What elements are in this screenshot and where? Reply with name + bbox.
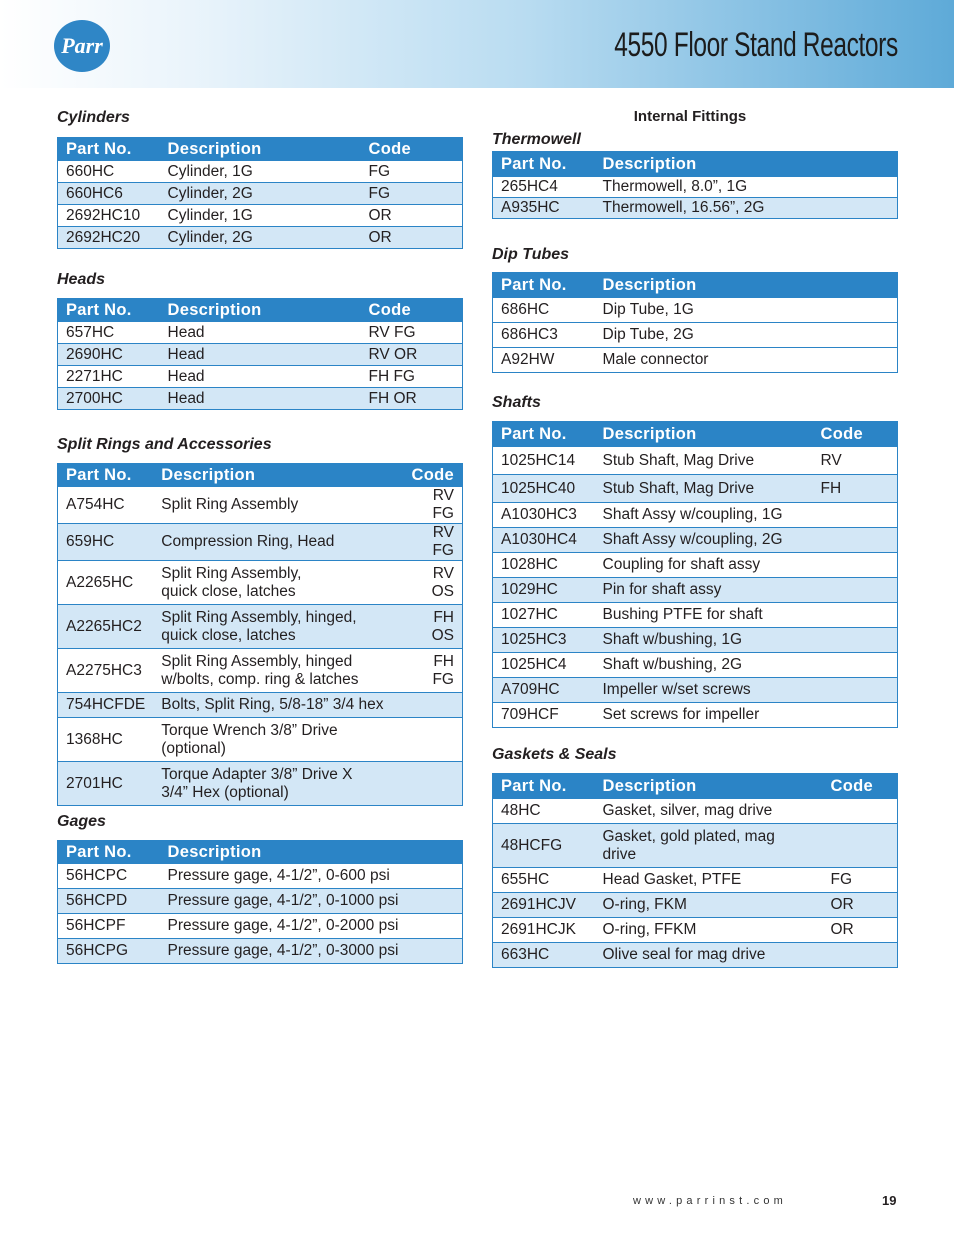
table-row — [58, 388, 463, 410]
part-number-cell: 655HC — [493, 868, 595, 893]
description-cell: Dip Tube, 1G — [595, 298, 898, 323]
table-row — [58, 205, 463, 227]
col-header: Part No. — [58, 299, 160, 322]
table-row — [493, 943, 898, 968]
part-number-cell: 1025HC3 — [493, 628, 595, 653]
dip-tubes-table — [492, 272, 898, 373]
col-header: Code — [813, 422, 898, 447]
description-cell: Stub Shaft, Mag Drive — [595, 447, 813, 475]
part-number-cell: A754HC — [58, 487, 154, 524]
description-cell: Shaft w/bushing, 2G — [595, 653, 813, 678]
thermowell-section — [492, 129, 898, 219]
part-number-cell: 686HC3 — [493, 323, 595, 348]
shafts-table — [492, 421, 898, 728]
table-row — [58, 183, 463, 205]
table-row — [493, 918, 898, 943]
col-header: Description — [595, 774, 823, 799]
table-row — [493, 893, 898, 918]
col-header: Description — [153, 464, 401, 487]
description-cell: Cylinder, 1G — [160, 205, 361, 227]
description-cell: Cylinder, 1G — [160, 161, 361, 183]
code-cell — [401, 762, 462, 806]
code-cell — [813, 578, 898, 603]
code-cell: FH OR — [361, 388, 463, 410]
description-cell: Pressure gage, 4-1/2”, 0-3000 psi — [160, 939, 463, 964]
table-row — [58, 914, 463, 939]
code-cell — [813, 678, 898, 703]
table-row — [493, 528, 898, 553]
table-row — [58, 227, 463, 249]
internal-fittings-title: Internal Fittings — [633, 108, 747, 125]
table-row — [58, 524, 463, 561]
table-header-row — [58, 299, 463, 322]
col-header: Description — [595, 422, 813, 447]
table-row — [58, 889, 463, 914]
split-rings-section — [57, 434, 463, 806]
gages-table — [57, 840, 463, 964]
table-row — [493, 603, 898, 628]
part-number-cell: A935HC — [493, 198, 595, 219]
table-header-row — [493, 273, 898, 298]
description-cell: Head Gasket, PTFE — [595, 868, 823, 893]
table-row — [58, 366, 463, 388]
code-cell — [813, 528, 898, 553]
part-number-cell: 2271HC — [58, 366, 160, 388]
part-number-cell: 56HCPD — [58, 889, 160, 914]
part-number-cell: 2690HC — [58, 344, 160, 366]
part-number-cell: A2275HC3 — [58, 649, 154, 693]
section-title: Shafts — [492, 394, 541, 411]
section-title: Cylinders — [57, 109, 130, 126]
part-number-cell: 56HCPG — [58, 939, 160, 964]
description-cell: Head — [160, 388, 361, 410]
part-number-cell: A709HC — [493, 678, 595, 703]
part-number-cell: 265HC4 — [493, 177, 595, 198]
description-cell: Thermowell, 16.56”, 2G — [595, 198, 898, 219]
col-header: Description — [160, 299, 361, 322]
code-cell: FH FG — [361, 366, 463, 388]
section-title: Dip Tubes — [492, 246, 570, 263]
table-row — [493, 553, 898, 578]
description-cell: Bushing PTFE for shaft — [595, 603, 813, 628]
description-cell: O-ring, FFKM — [595, 918, 823, 943]
description-cell: Pressure gage, 4-1/2”, 0-2000 psi — [160, 914, 463, 939]
description-cell: Split Ring Assembly — [153, 487, 401, 524]
part-number-cell: A1030HC3 — [493, 503, 595, 528]
table-row — [58, 561, 463, 605]
table-row — [493, 447, 898, 475]
part-number-cell: 660HC6 — [58, 183, 160, 205]
thermowell-table — [492, 151, 898, 219]
description-cell: Gasket, silver, mag drive — [595, 799, 823, 824]
code-cell: RV OR — [361, 344, 463, 366]
code-cell: OR — [361, 205, 463, 227]
dip-tubes-section — [492, 244, 898, 373]
part-number-cell: 48HC — [493, 799, 595, 824]
part-number-cell: A2265HC — [58, 561, 154, 605]
code-cell — [401, 718, 462, 762]
col-header: Part No. — [58, 464, 154, 487]
description-cell: Olive seal for mag drive — [595, 943, 823, 968]
col-header: Code — [361, 299, 463, 322]
code-cell — [823, 943, 898, 968]
part-number-cell: 660HC — [58, 161, 160, 183]
code-cell — [813, 503, 898, 528]
code-cell: RV FG — [401, 487, 462, 524]
table-row — [58, 762, 463, 806]
table-row — [493, 323, 898, 348]
shafts-section — [492, 392, 898, 728]
table-row — [58, 322, 463, 344]
col-header: Part No. — [493, 774, 595, 799]
col-header: Part No. — [58, 138, 160, 161]
description-cell: Bolts, Split Ring, 5/8-18” 3/4 hex — [153, 693, 401, 718]
description-cell: Head — [160, 366, 361, 388]
table-row — [493, 824, 898, 868]
part-number-cell: 686HC — [493, 298, 595, 323]
part-number-cell: 2692HC20 — [58, 227, 160, 249]
description-cell: Shaft Assy w/coupling, 1G — [595, 503, 813, 528]
part-number-cell: 754HCFDE — [58, 693, 154, 718]
description-cell: Compression Ring, Head — [153, 524, 401, 561]
code-cell — [823, 799, 898, 824]
table-row — [58, 939, 463, 964]
table-header-row — [493, 152, 898, 177]
code-cell — [823, 824, 898, 868]
part-number-cell: 2692HC10 — [58, 205, 160, 227]
code-cell: FH FG — [401, 649, 462, 693]
gages-section — [57, 811, 463, 964]
table-header-row — [58, 138, 463, 161]
part-number-cell: 1025HC40 — [493, 475, 595, 503]
table-header-row — [493, 774, 898, 799]
col-header: Part No. — [58, 841, 160, 864]
part-number-cell: 1025HC4 — [493, 653, 595, 678]
description-cell: Torque Adapter 3/8” Drive X 3/4” Hex (optional) — [153, 762, 401, 806]
table-row — [493, 678, 898, 703]
code-cell — [813, 603, 898, 628]
section-title: Heads — [57, 271, 106, 288]
description-cell: Gasket, gold plated, mag drive — [595, 824, 823, 868]
page-number: 19 — [882, 1193, 897, 1208]
code-cell: FG — [361, 183, 463, 205]
gaskets-table — [492, 773, 898, 968]
table-header-row — [58, 464, 463, 487]
table-row — [493, 298, 898, 323]
table-row — [493, 348, 898, 373]
col-header: Part No. — [493, 422, 595, 447]
code-cell: RV FG — [401, 524, 462, 561]
part-number-cell: A92HW — [493, 348, 595, 373]
part-number-cell: 709HCF — [493, 703, 595, 728]
internal-fittings-heading — [492, 108, 898, 125]
table-row — [58, 718, 463, 762]
table-row — [58, 161, 463, 183]
description-cell: Split Ring Assembly, hinged, quick close, latches — [153, 605, 401, 649]
description-cell: Cylinder, 2G — [160, 183, 361, 205]
table-row — [493, 653, 898, 678]
table-header-row — [58, 841, 463, 864]
logo-text: Parr — [61, 33, 103, 58]
col-header: Code — [401, 464, 462, 487]
code-cell: OR — [823, 918, 898, 943]
part-number-cell: 56HCPF — [58, 914, 160, 939]
description-cell: Thermowell, 8.0”, 1G — [595, 177, 898, 198]
code-cell: FG — [823, 868, 898, 893]
col-header: Description — [595, 152, 898, 177]
col-header: Part No. — [493, 152, 595, 177]
col-header: Code — [823, 774, 898, 799]
table-row — [58, 649, 463, 693]
description-cell: Shaft w/bushing, 1G — [595, 628, 813, 653]
part-number-cell: 663HC — [493, 943, 595, 968]
description-cell: O-ring, FKM — [595, 893, 823, 918]
code-cell — [813, 628, 898, 653]
table-row — [493, 198, 898, 219]
description-cell: Head — [160, 344, 361, 366]
table-row — [493, 628, 898, 653]
table-row — [493, 475, 898, 503]
table-row — [493, 703, 898, 728]
description-cell: Split Ring Assembly, hinged w/bolts, comp. ring & latches — [153, 649, 401, 693]
description-cell: Pin for shaft assy — [595, 578, 813, 603]
code-cell — [401, 693, 462, 718]
description-cell: Stub Shaft, Mag Drive — [595, 475, 813, 503]
table-row — [58, 487, 463, 524]
section-title: Thermowell — [492, 131, 581, 148]
split-rings-table — [57, 463, 463, 806]
part-number-cell: 1027HC — [493, 603, 595, 628]
col-header: Description — [160, 138, 361, 161]
table-row — [493, 503, 898, 528]
col-header: Description — [595, 273, 898, 298]
description-cell: Coupling for shaft assy — [595, 553, 813, 578]
table-row — [58, 344, 463, 366]
part-number-cell: A1030HC4 — [493, 528, 595, 553]
part-number-cell: 2700HC — [58, 388, 160, 410]
description-cell: Pressure gage, 4-1/2”, 0-600 psi — [160, 864, 463, 889]
part-number-cell: 1025HC14 — [493, 447, 595, 475]
description-cell: Impeller w/set screws — [595, 678, 813, 703]
table-row — [493, 177, 898, 198]
part-number-cell: 56HCPC — [58, 864, 160, 889]
col-header: Code — [361, 138, 463, 161]
code-cell: OR — [823, 893, 898, 918]
code-cell: RV FG — [361, 322, 463, 344]
table-row — [58, 864, 463, 889]
part-number-cell: 659HC — [58, 524, 154, 561]
section-title: Gaskets & Seals — [492, 746, 617, 763]
part-number-cell: 2691HCJV — [493, 893, 595, 918]
cylinders-table — [57, 137, 463, 249]
page-title: 4550 Floor Stand Reactors — [614, 26, 898, 64]
footer-url: www.parrinst.com — [633, 1195, 787, 1207]
code-cell: OR — [361, 227, 463, 249]
table-row — [493, 868, 898, 893]
code-cell: RV — [813, 447, 898, 475]
table-row — [58, 693, 463, 718]
description-cell: Male connector — [595, 348, 898, 373]
part-number-cell: 657HC — [58, 322, 160, 344]
description-cell: Cylinder, 2G — [160, 227, 361, 249]
table-header-row — [493, 422, 898, 447]
part-number-cell: 1028HC — [493, 553, 595, 578]
description-cell: Set screws for impeller — [595, 703, 813, 728]
parr-logo — [54, 20, 110, 72]
part-number-cell: 1029HC — [493, 578, 595, 603]
gaskets-section — [492, 744, 898, 968]
description-cell: Split Ring Assembly, quick close, latches — [153, 561, 401, 605]
section-title: Split Rings and Accessories — [57, 436, 272, 453]
table-row — [58, 605, 463, 649]
description-cell: Shaft Assy w/coupling, 2G — [595, 528, 813, 553]
table-row — [493, 578, 898, 603]
heads-section — [57, 269, 463, 410]
code-cell: FH OS — [401, 605, 462, 649]
description-cell: Torque Wrench 3/8” Drive (optional) — [153, 718, 401, 762]
table-row — [493, 799, 898, 824]
code-cell — [813, 653, 898, 678]
part-number-cell: 2701HC — [58, 762, 154, 806]
description-cell: Pressure gage, 4-1/2”, 0-1000 psi — [160, 889, 463, 914]
heads-table — [57, 298, 463, 410]
col-header: Description — [160, 841, 463, 864]
part-number-cell: 1368HC — [58, 718, 154, 762]
code-cell: RV OS — [401, 561, 462, 605]
cylinders-section — [57, 107, 463, 249]
code-cell — [813, 553, 898, 578]
col-header: Part No. — [493, 273, 595, 298]
code-cell: FG — [361, 161, 463, 183]
code-cell: FH — [813, 475, 898, 503]
part-number-cell: 2691HCJK — [493, 918, 595, 943]
code-cell — [813, 703, 898, 728]
part-number-cell: 48HCFG — [493, 824, 595, 868]
section-title: Gages — [57, 813, 106, 830]
description-cell: Head — [160, 322, 361, 344]
part-number-cell: A2265HC2 — [58, 605, 154, 649]
description-cell: Dip Tube, 2G — [595, 323, 898, 348]
